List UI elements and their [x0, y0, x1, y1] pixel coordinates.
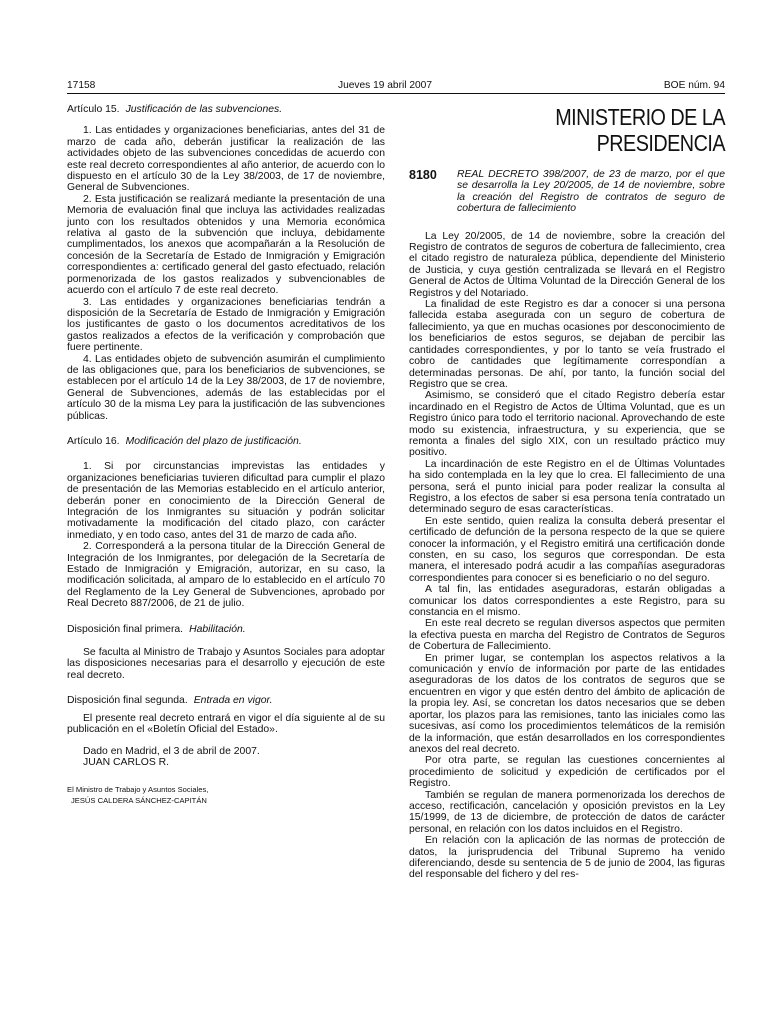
paragraph: La Ley 20/2005, de 14 de noviembre, sobre la creación del Registro de contratos de seguros de cobertura de fallecimiento, crea el citado registro de naturaleza pública, dependiente del Ministerio de Justicia, y cuya gestión centralizada se llevará en el Registro General de Actos de Última Voluntad de la Dirección General de los Registros y del Notariado.: [409, 230, 725, 299]
paragraph: 4. Las entidades objeto de subvención asumirán el cumplimiento de las obligaciones que, para los beneficiarios de subvenciones, se establecen por el artículo 14 de la Ley 38/2003, de 17 de noviembre, General de Subvenciones, además de las establecidas por el artículo 30 de la misma Ley para la justificación de las subvenciones públicas.: [67, 353, 385, 422]
paragraph: En relación con la aplicación de las normas de protección de datos, la jurisprudencia del Tribunal Supremo ha venido diferenciando, desde su sentencia de 5 de junio de 2004, las figuras del responsable del fichero y del res-: [409, 835, 725, 881]
paragraph: 2. Esta justificación se realizará mediante la presentación de una Memoria de evaluación final que incluya las actividades realizadas junto con los resultados obtenidos y una Memoria económica relativa al gasto de la subvención que incluya, debidamente cumplimentados, los anexos que acompañarán a la Resolución de concesión de la Secretaría de Estado de Inmigración y Emigración correspondientes a: certificado general del gasto efectuado, relación pormenorizada de los gastos realizados y subvencionables de acuerdo con el artículo 7 de este real decreto.: [67, 193, 385, 297]
right-column: [409, 104, 725, 881]
paragraph: 3. Las entidades y organizaciones beneficiarias tendrán a disposición de la Secretaría de Estado de Inmigración y Emigración los justificantes de gasto o los documentos acreditativos de los gastos realizados a efectos de la verificación y comprobación que fuere pertinente.: [67, 296, 385, 354]
paragraph: 1. Si por circunstancias imprevistas las entidades y organizaciones beneficiarias tuvieren dificultad para cumplir el plazo de presentación de las Memorias establecido en el artículo anterior, deberán poner en conocimiento de la Dirección General de Integración de los Inmigrantes su situación y podrán solicitar motivadamente la modificación del citado plazo, con carácter inmediato, y en todo caso, antes del 31 de marzo de cada año.: [67, 461, 385, 541]
paragraph: También se regulan de manera pormenorizada los derechos de acceso, rectificación, cancelación y oposición previstos en la Ley 15/1999, de 13 de diciembre, de protección de datos de carácter personal, en relación con los datos incluidos en el Registro.: [409, 789, 725, 835]
minister-name: JESÚS CALDERA SÁNCHEZ-CAPITÁN: [71, 796, 207, 806]
paragraph: La incardinación de este Registro en el de Últimas Voluntades ha sido contemplada en la ley que lo crea. El fallecimiento de una persona, será el punto inicial para poder realizar la consulta al Registro, a los efectos de saber si esa persona tenía contratado un determinado seguro de esas características.: [409, 458, 725, 516]
provision-title: Habilitación.: [189, 623, 246, 635]
provision-label: Disposición final segunda.: [67, 695, 188, 707]
decree-number: 8180: [409, 168, 437, 182]
article-title: Modificación del plazo de justificación.: [125, 435, 302, 447]
ministry-heading: MINISTERIO DE LA PRESIDENCIA: [555, 104, 725, 156]
paragraph: En este sentido, quien realiza la consulta deberá presentar el certificado de defunción de la persona respecto de la que se quiere conocer la información, y el Registro emitirá una certificación donde consten, en su caso, los seguros que correspondan. De esta manera, el interesado podrá acudir a las compañías aseguradoras correspondientes para conocer si es beneficiario o no del seguro.: [409, 515, 725, 584]
provision-label: Disposición final primera.: [67, 623, 184, 635]
paragraph: Asimismo, se consideró que el citado Registro debería estar incardinado en el Registro de Actos de Última Voluntad, que es un Registro único para todo el territorio nacional. Aprovechando de este modo su existencia, infraestructura, y su experiencia, que se remonta a finales del siglo XIX, con un resultado práctico muy positivo.: [409, 390, 725, 459]
paragraph: Por otra parte, se regulan las cuestiones concernientes al procedimiento de solicitud y expedición de certificados por el Registro.: [409, 755, 725, 790]
paragraph: 1. Las entidades y organizaciones beneficiarias, antes del 31 de marzo de cada año, deberán justificar la realización de las actividades objeto de las subvenciones concedidas de acuerdo con este real decreto correspondientes al año anterior, de acuerdo con lo dispuesto en el artículo 30 de la Ley 38/2003, de 17 de noviembre, General de Subvenciones.: [67, 125, 385, 194]
final-provision-1-heading: [67, 624, 385, 635]
paragraph: La finalidad de este Registro es dar a conocer si una persona fallecida estaba asegurada con un seguro de cobertura de fallecimiento, ya que en muchas ocasiones por desconocimiento de los beneficiarios de estos seguros, se dejaban de percibir las cantidades correspondientes, y por lo tanto se veía frustrado el cobro de cantidades que legítimamente correspondían a determinadas personas. De ahí, por tanto, la función social del Registro que se crea.: [409, 299, 725, 390]
left-column: [67, 104, 385, 806]
paragraph: El presente real decreto entrará en vigor el día siguiente al de su publicación en el «Boletín Oficial del Estado».: [67, 712, 385, 736]
article-16-heading: [67, 436, 385, 447]
decree-header: [409, 169, 725, 215]
paragraph: A tal fin, las entidades aseguradoras, estarán obligadas a comunicar los datos correspondientes a este Registro, para su constancia en el mismo.: [409, 584, 725, 619]
date-given: Dado en Madrid, el 3 de abril de 2007.: [83, 745, 260, 757]
paragraph: Se faculta al Ministro de Trabajo y Asuntos Sociales para adoptar las disposiciones necesarias para el desarrollo y ejecución de este real decreto.: [67, 647, 385, 681]
paragraph: En este real decreto se regulan diversos aspectos que permiten la efectiva puesta en marcha del Registro de Contratos de Seguros de Cobertura de Fallecimiento.: [409, 618, 725, 653]
paragraph: En primer lugar, se contemplan los aspectos relativos a la comunicación y envío de información por parte de las entidades aseguradoras de los datos de los contratos de seguros que se encuentren en vigor y que estén dentro del ámbito de aplicación de la propia ley. Así, se concretan los datos necesarios que se deben aportar, los plazos para las remisiones, tanto las iniciales como las sucesivas, así como los procedimientos telemáticos de la remisión de la información, que están desarrollados en los correspondientes anexos del real decreto.: [409, 652, 725, 755]
provision-title: Entrada en vigor.: [193, 695, 273, 707]
article-label: Artículo 16.: [67, 435, 120, 447]
final-provision-2-heading: [67, 695, 385, 706]
page-number: 17158: [67, 80, 96, 91]
journal-issue: BOE núm. 94: [663, 80, 725, 91]
king-signature: JUAN CARLOS R.: [83, 756, 170, 768]
minister-role: El Ministro de Trabajo y Asuntos Sociales,: [67, 785, 209, 795]
paragraph: 2. Corresponderá a la persona titular de la Dirección General de Integración de los Inmigrantes, por delegación de la Secretaría de Estado de Inmigración y Emigración, autorizar, en su caso, la modificación solicitada, al amparo de lo establecido en el artículo 70 del Reglamento de la Ley General de Subvenciones, aprobado por Real Decreto 887/2006, de 21 de julio.: [67, 541, 385, 610]
article-title: Justificación de las subvenciones.: [125, 104, 283, 115]
decree-title: REAL DECRETO 398/2007, de 23 de marzo, por el que se desarrolla la Ley 20/2005, de 14 de noviembre, sobre la creación del Registro de contratos de seguro de cobertura de fallecimiento: [457, 169, 725, 215]
issue-date: Jueves 19 abril 2007: [337, 80, 432, 91]
article-label: Artículo 15.: [67, 104, 120, 115]
article-15-heading: [67, 104, 385, 115]
header-rule: [67, 93, 725, 94]
